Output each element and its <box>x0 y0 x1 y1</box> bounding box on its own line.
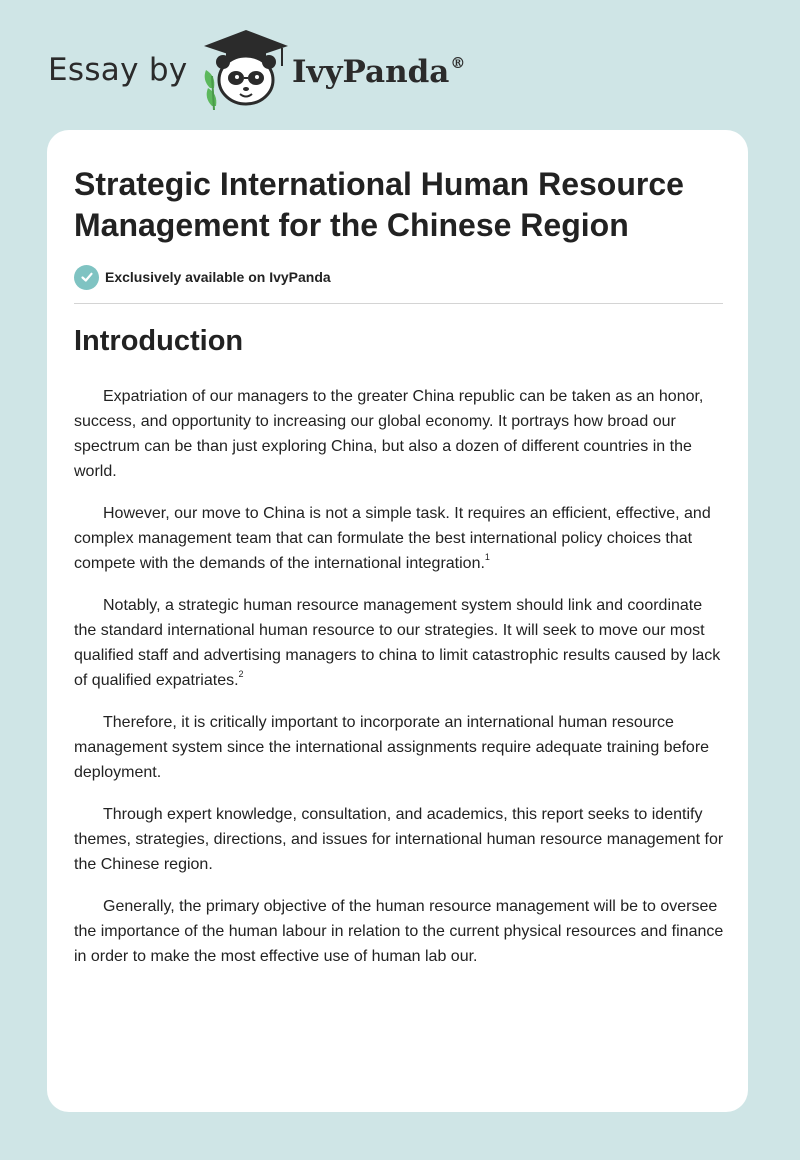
paragraph <box>74 894 724 969</box>
panda-graduate-icon <box>200 28 292 112</box>
divider <box>74 303 723 304</box>
paragraph <box>74 501 724 576</box>
brand-name[interactable] <box>292 54 464 90</box>
exclusive-badge <box>74 264 331 290</box>
paragraph <box>74 802 724 877</box>
essay-title: Strategic International Human Resource Management for the Chinese Region <box>74 166 684 243</box>
registered-mark: ® <box>450 53 466 72</box>
essay-body <box>74 384 724 986</box>
paragraph <box>74 384 724 484</box>
footnote-ref[interactable]: 1 <box>484 551 490 562</box>
section-heading-introduction: Introduction <box>74 325 244 357</box>
footnote-ref[interactable]: 2 <box>238 668 244 679</box>
check-circle-icon <box>74 265 99 290</box>
paragraph-text: Notably, a strategic human resource management system should link and coordinate the standard international human resource to our strategies. It will seek to move our most qualified staff and advertising managers to china to limit catastrophic results caused by lack of qualified expatriates. <box>74 597 721 689</box>
paragraph-text: However, our move to China is not a simple task. It requires an efficient, effective, and complex management team that can formulate the best international policy choices that compete with the demands of the international integration. <box>74 505 711 572</box>
paragraph-text: Expatriation of our managers to the greater China republic can be taken as an honor, success, and opportunity to increasing our global economy. It portrays how broad our spectrum can be than just exploring China, but also a dozen of different countries in the world. <box>74 388 704 480</box>
essay-card <box>47 130 748 1112</box>
brand-label: IvyPanda <box>292 54 450 90</box>
site-header <box>48 28 748 118</box>
paragraph-text: Therefore, it is critically important to incorporate an international human resource management system since the international assignments require adequate training before deployment. <box>74 714 710 781</box>
essay-by-label: Essay by <box>48 52 188 88</box>
paragraph <box>74 593 724 693</box>
paragraph <box>74 710 724 785</box>
exclusive-label: Exclusively available on IvyPanda <box>105 269 331 285</box>
paragraph-text: Generally, the primary objective of the human resource management will be to oversee the importance of the human labour in relation to the current physical resources and finance in order to make the most effective use of human lab our. <box>74 898 724 965</box>
paragraph-text: Through expert knowledge, consultation, and academics, this report seeks to identify themes, strategies, directions, and issues for international human resource management for the Chinese region. <box>74 806 724 873</box>
